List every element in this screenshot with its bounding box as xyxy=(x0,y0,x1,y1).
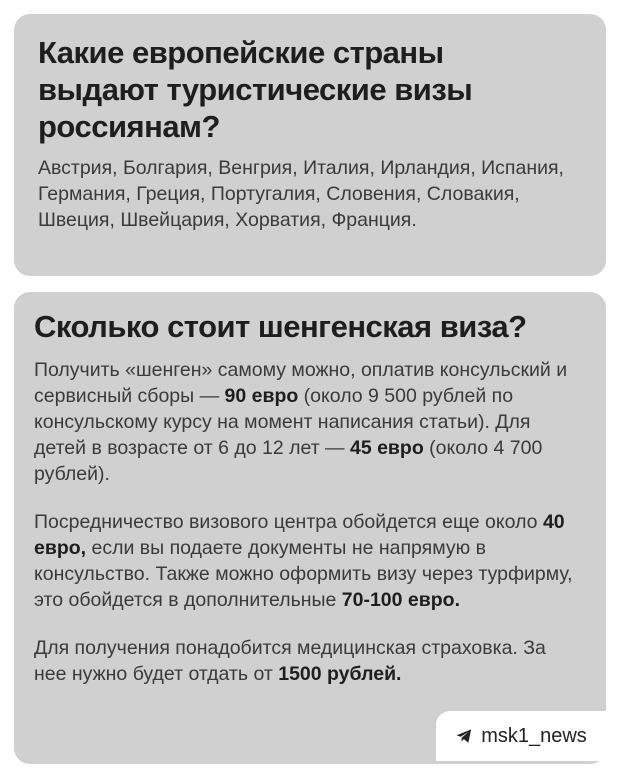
text-span: Для получения понадобится медицинская страховка. За нее нужно будет отдать от xyxy=(34,637,546,685)
price-travel-agency: 70-100 евро. xyxy=(341,589,460,611)
price-insurance: 1500 рублей. xyxy=(278,663,402,685)
text-span: если вы подаете документы не напрямую в консульство. Также можно оформить визу через турфирму, это обойдется в дополнительные xyxy=(34,537,573,611)
text-span: (около 9 500 рублей по консульскому курсу на момент написания статьи). Для детей в возрасте от 6 до 12 лет — xyxy=(34,385,531,459)
channel-name: msk1_news xyxy=(481,724,587,747)
visa-cost-title: Сколько стоит шенгенская виза? xyxy=(34,309,527,344)
price-child: 45 евро xyxy=(349,437,424,459)
price-fee: 90 евро xyxy=(224,385,299,407)
countries-list: Австрия, Болгария, Венгрия, Италия, Ирландия, Испания, Германия, Греция, Португалия, Словения, Словакия, Швеция, Швейцария, Хорватия, Франция. xyxy=(38,157,564,231)
visa-cost-card xyxy=(14,292,606,764)
cost-paragraph-insurance xyxy=(34,635,574,687)
cost-paragraph-agency xyxy=(34,509,574,613)
telegram-icon xyxy=(455,727,473,745)
text-span: Получить «шенген» самому можно, оплатив консульский и сервисный сборы — xyxy=(34,359,568,407)
cost-paragraph-fees xyxy=(34,357,574,487)
countries-card xyxy=(14,14,606,276)
text-span: Посредничество визового центра обойдется еще около xyxy=(34,511,543,533)
countries-title: Какие европейские страны выдают туристические визы россиянам? xyxy=(38,35,473,144)
price-visa-center: 40 евро, xyxy=(34,511,565,559)
text-span: (около 4 700 рублей). xyxy=(34,437,543,485)
channel-badge[interactable] xyxy=(436,711,606,761)
